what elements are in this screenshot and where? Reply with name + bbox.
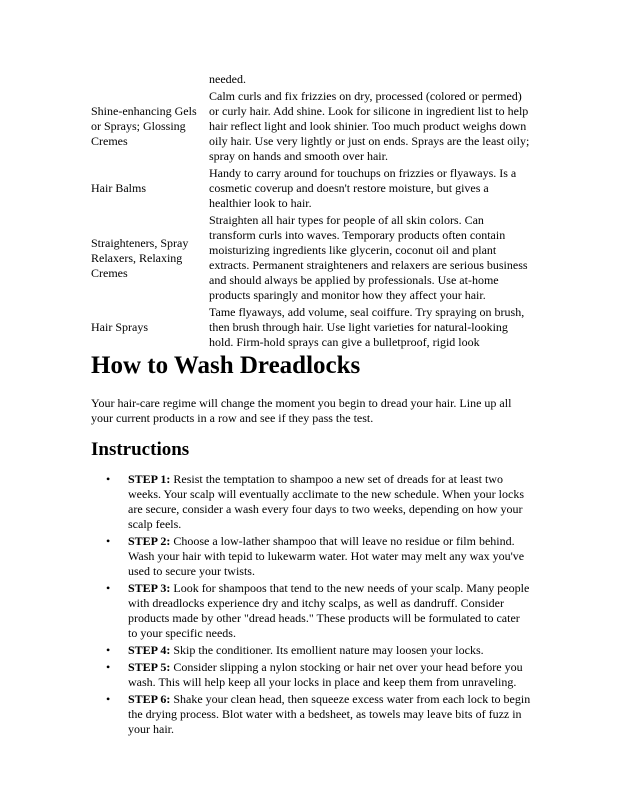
step-label: STEP 1: (128, 472, 171, 486)
table-row (91, 166, 531, 213)
step-text: Skip the conditioner. Its emollient nature may loosen your locks. (170, 643, 484, 657)
product-name (91, 72, 209, 89)
instructions-heading: Instructions (91, 439, 190, 460)
step-label: STEP 2: (128, 534, 171, 548)
bullet-icon: • (106, 581, 111, 595)
step-text: Resist the temptation to shampoo a new set of dreads for at least two weeks. Your scalp will eventually acclimate to the new schedule. When your locks are secure, consider a wash every four days to two weeks, depending on how your scalp feels. (128, 472, 525, 531)
list-item (91, 534, 531, 579)
bullet-icon: • (106, 472, 111, 486)
list-item (91, 692, 531, 737)
step-label: STEP 5: (128, 660, 171, 674)
instructions-list (91, 472, 531, 739)
bullet-icon: • (106, 643, 111, 657)
step-text: Look for shampoos that tend to the new needs of your scalp. Many people with dreadlocks experience dry and itchy scalps, as well as dandruff. Consider products made by other "dread heads." These products will be formulated to cater to your specific needs. (128, 581, 530, 640)
product-description: Straighten all hair types for people of all skin colors. Can transform curls into waves. Temporary products often contain moisturizing ingredients like glycerin, coconut oil and plant extracts. Permanent straighteners and relaxers are serious business and should always be applied by professionals. Use at-home products sparingly and monitor how they affect your hair. (209, 213, 528, 302)
product-description: Handy to carry around for touchups on frizzies or flyaways. Is a cosmetic coverup and doesn't restore moisture, but gives a healthier look to hair. (209, 166, 517, 210)
article-intro: Your hair-care regime will change the moment you begin to dread your hair. Line up all your current products in a row and see if they pass the test. (91, 396, 512, 425)
bullet-icon: • (106, 660, 111, 674)
product-description: Calm curls and fix frizzies on dry, processed (colored or permed) or curly hair. Add shine. Look for silicone in ingredient list to help hair reflect light and look shinier. Too much product weighs down oily hair. Use very lightly or just on ends. Sprays are the least oily; spray on hands and smooth over hair. (209, 89, 530, 163)
table-row (91, 305, 531, 352)
list-item (91, 643, 531, 658)
product-description: needed. (209, 72, 246, 86)
table-row (91, 72, 531, 89)
product-name: Shine-enhancing Gels or Sprays; Glossing Cremes (91, 104, 197, 148)
product-description: Tame flyaways, add volume, seal coiffure. Try spraying on brush, then brush through hair. Use light varieties for natural-looking hold. Firm-hold sprays can give a bulletproof, rigid look (209, 305, 525, 349)
table-row (91, 89, 531, 166)
product-name: Straighteners, Spray Relaxers, Relaxing Cremes (91, 235, 189, 280)
article-title: How to Wash Dreadlocks (91, 352, 361, 379)
list-item (91, 472, 531, 532)
step-text: Shake your clean head, then squeeze excess water from each lock to begin the drying process. Blot water with a bedsheet, as towels may leave bits of fuzz in your hair. (128, 692, 531, 736)
bullet-icon: • (106, 534, 111, 548)
product-name: Hair Sprays (91, 320, 148, 334)
step-text: Consider slipping a nylon stocking or hair net over your head before you wash. This will help keep all your locks in place and keep them from unraveling. (128, 660, 523, 689)
step-text: Choose a low-lather shampoo that will leave no residue or film behind. Wash your hair with tepid to lukewarm water. Hot water may melt any wax you've used to secure your twists. (128, 534, 525, 578)
step-label: STEP 3: (128, 581, 171, 595)
hair-products-table (91, 72, 531, 352)
step-label: STEP 6: (128, 692, 171, 706)
table-row (91, 213, 531, 305)
bullet-icon: • (106, 692, 111, 706)
product-name: Hair Balms (91, 181, 146, 195)
list-item (91, 581, 531, 641)
list-item (91, 660, 531, 690)
step-label: STEP 4: (128, 643, 171, 657)
